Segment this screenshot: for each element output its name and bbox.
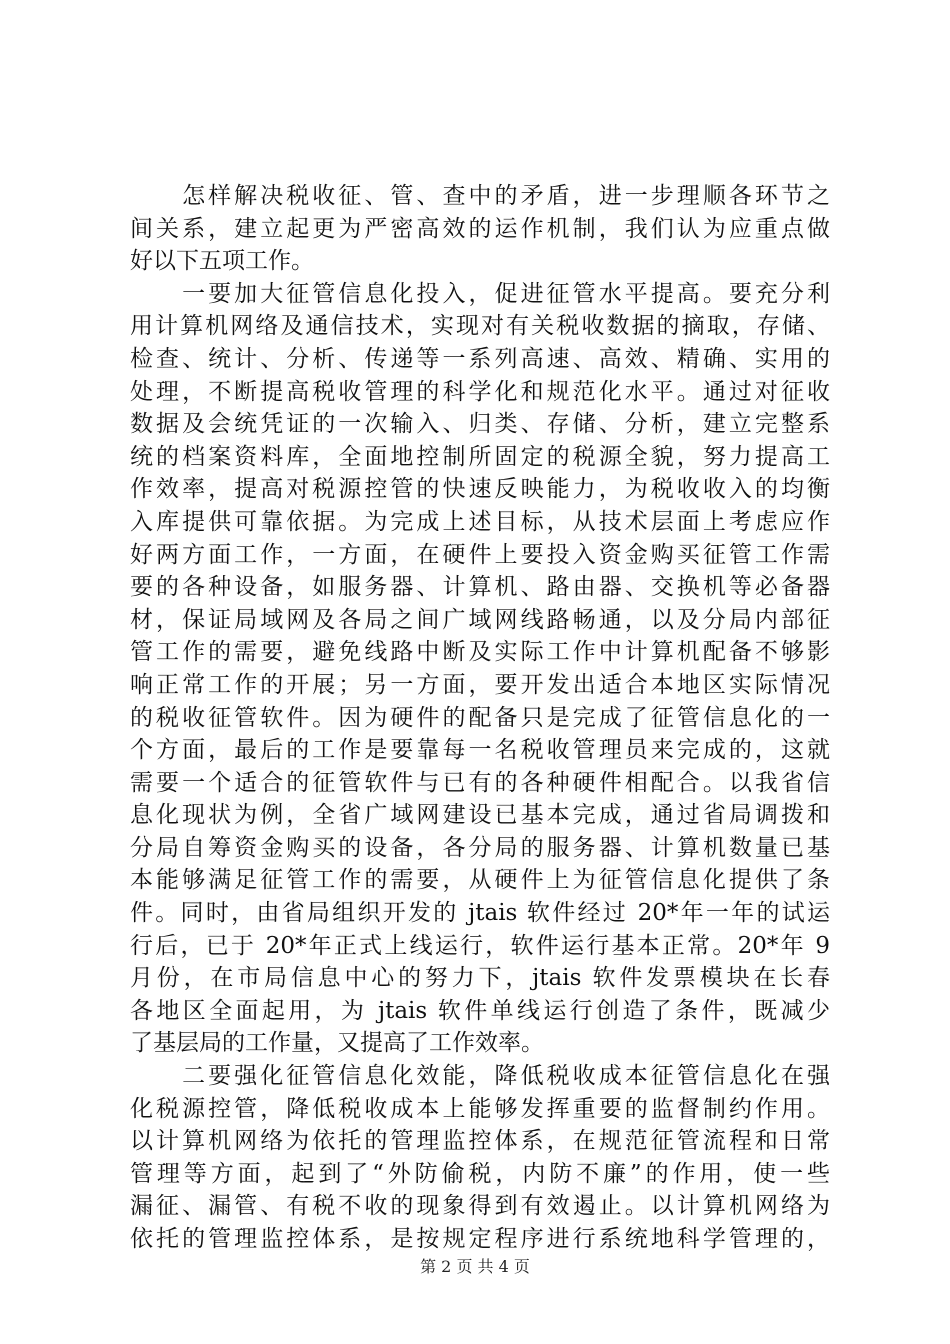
text-line: 行后，已于 20*年正式上线运行，软件运行基本正常。20*年 9 bbox=[130, 932, 830, 959]
text-line: 材，保证局域网及各局之间广域网线路畅通，以及分局内部征 bbox=[130, 606, 830, 633]
text-line: 处理，不断提高税收管理的科学化和规范化水平。通过对征收 bbox=[130, 378, 830, 405]
text-line: 一要加大征管信息化投入，促进征管水平提高。要充分利 bbox=[130, 280, 830, 307]
text-line: 作效率，提高对税源控管的快速反映能力，为税收收入的均衡 bbox=[130, 476, 830, 503]
text-line: 统的档案资料库，全面地控制所固定的税源全貌，努力提高工 bbox=[130, 443, 830, 470]
text-line: 好以下五项工作。 bbox=[130, 248, 314, 275]
text-line: 化税源控管，降低税收成本上能够发挥重要的监督制约作用。 bbox=[130, 1095, 830, 1122]
page-footer: 第 2 页 共 4 页 bbox=[420, 1257, 530, 1276]
text-line: 管工作的需要，避免线路中断及实际工作中计算机配备不够影 bbox=[130, 639, 830, 666]
text-line: 需要一个适合的征管软件与已有的各种硬件相配合。以我省信 bbox=[130, 769, 830, 796]
text-line: 的税收征管软件。因为硬件的配备只是完成了征管信息化的一 bbox=[130, 704, 830, 731]
text-line: 怎样解决税收征、管、查中的矛盾，进一步理顺各环节之 bbox=[130, 183, 830, 209]
text-line: 管理等方面，起到了“外防偷税，内防不廉”的作用，使一些 bbox=[130, 1160, 830, 1187]
text-line: 个方面，最后的工作是要靠每一名税收管理员来完成的，这就 bbox=[130, 737, 830, 764]
text-line: 要的各种设备，如服务器、计算机、路由器、交换机等必备器 bbox=[130, 574, 830, 601]
text-line: 检查、统计、分析、传递等一系列高速、高效、精确、实用的 bbox=[130, 345, 830, 372]
text-line: 件。同时，由省局组织开发的 jtais 软件经过 20*年一年的试运 bbox=[130, 900, 830, 927]
text-line: 了基层局的工作量，又提高了工作效率。 bbox=[130, 1030, 544, 1057]
text-line: 二要强化征管信息化效能，降低税收成本征管信息化在强 bbox=[130, 1063, 830, 1090]
text-line: 响正常工作的开展；另一方面，要开发出适合本地区实际情况 bbox=[130, 671, 830, 698]
text-line: 入库提供可靠依据。为完成上述目标，从技术层面上考虑应作 bbox=[130, 508, 830, 535]
text-line: 月份，在市局信息中心的努力下，jtais 软件发票模块在长春 bbox=[130, 965, 830, 992]
document-body bbox=[130, 180, 830, 1256]
text-line: 分局自筹资金购买的设备，各分局的服务器、计算机数量已基 bbox=[130, 834, 830, 861]
text-line: 以计算机网络为依托的管理监控体系，在规范征管流程和日常 bbox=[130, 1128, 830, 1155]
text-line: 用计算机网络及通信技术，实现对有关税收数据的摘取，存储、 bbox=[130, 313, 830, 340]
text-line: 漏征、漏管、有税不收的现象得到有效遏止。以计算机网络为 bbox=[130, 1193, 830, 1220]
text-line: 好两方面工作，一方面，在硬件上要投入资金购买征管工作需 bbox=[130, 541, 830, 568]
text-line: 数据及会统凭证的一次输入、归类、存储、分析，建立完整系 bbox=[130, 411, 830, 438]
text-line: 各地区全面起用，为 jtais 软件单线运行创造了条件，既减少 bbox=[130, 997, 830, 1024]
text-line: 间关系，建立起更为严密高效的运作机制，我们认为应重点做 bbox=[130, 215, 830, 242]
text-line: 息化现状为例，全省广域网建设已基本完成，通过省局调拨和 bbox=[130, 802, 830, 829]
text-line: 本能够满足征管工作的需要，从硬件上为征管信息化提供了条 bbox=[130, 867, 830, 894]
text-line: 依托的管理监控体系，是按规定程序进行系统地科学管理的， bbox=[130, 1226, 830, 1252]
